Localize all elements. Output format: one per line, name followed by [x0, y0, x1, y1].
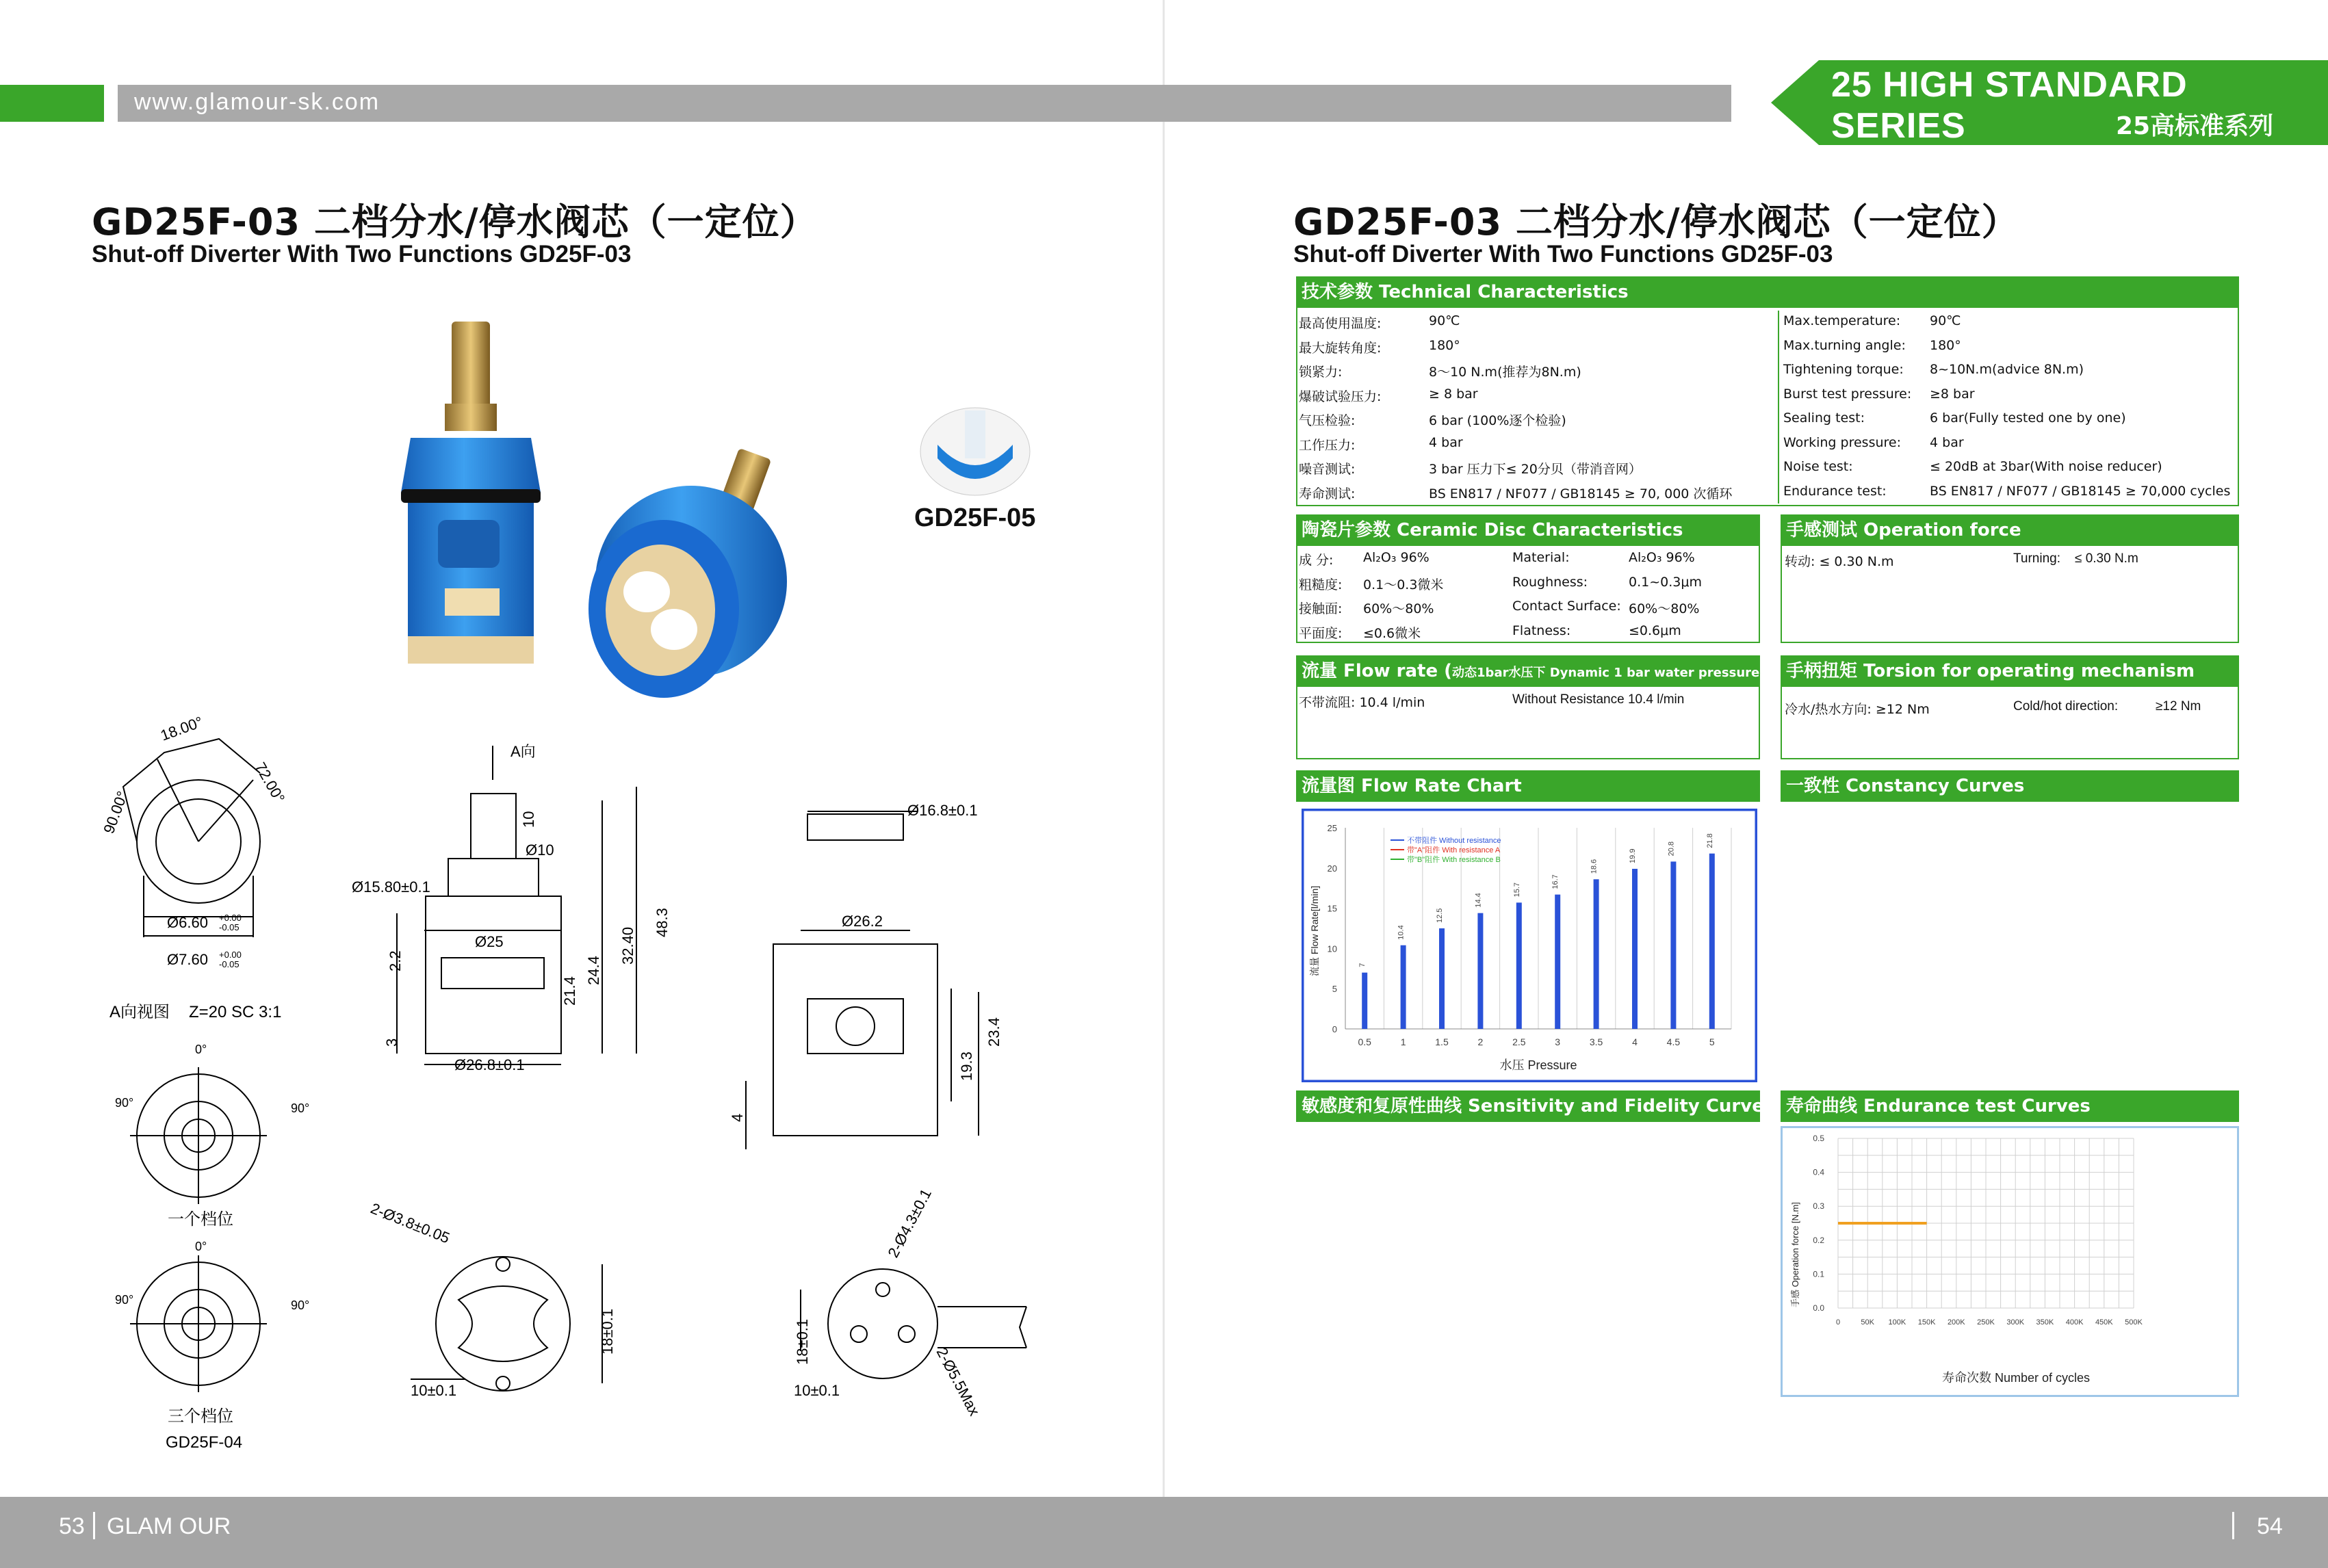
- a-direction-label: A向: [510, 743, 536, 760]
- endurance-xtick-label: 0: [1835, 1318, 1841, 1327]
- left-page-subtitle: Shut-off Diverter With Two Functions GD25F-03: [92, 241, 632, 267]
- flow-legend-label: 带"A"阻件 With resistance A: [1407, 846, 1501, 854]
- tech-cn-row-label: 气压检验:: [1299, 413, 1356, 428]
- endurance-xtick-label: 300K: [2006, 1318, 2025, 1327]
- torsion-header: 手柄扭矩 Torsion for operating mechanism: [1781, 655, 2239, 687]
- technical-drawings: [96, 711, 1054, 1464]
- tech-en-row-label: Noise test:: [1783, 459, 1853, 474]
- operation-force-en-label: Turning:: [2013, 551, 2060, 566]
- flow-bar-data-label: 10.4: [1397, 925, 1406, 940]
- tech-cn-row-value: 8～10 N.m(推荐为8N.m): [1429, 365, 1581, 380]
- dim-dia-760-tol-plus: +0.00: [219, 950, 242, 960]
- flow-rate-en: Without Resistance 10.4 l/min: [1512, 692, 1685, 707]
- footer-brand: GLAM OUR: [107, 1513, 231, 1539]
- flow-xtick-label: 3: [1555, 1036, 1561, 1047]
- one-pos-deg90-right: 90°: [291, 1101, 310, 1115]
- torsion-box: [1781, 687, 2239, 759]
- dim-dia-660-tol-plus: +0.00: [219, 913, 242, 923]
- ceramic-cn-row-value: 0.1～0.3微米: [1363, 577, 1444, 592]
- flow-xtick-label: 2: [1477, 1036, 1484, 1047]
- variant-label: GD25F-05: [914, 504, 1036, 532]
- tech-cn-row-label: 工作压力:: [1299, 437, 1356, 453]
- tech-en-row-value: 90℃: [1930, 313, 1961, 328]
- flow-rate-header: [1296, 655, 1766, 687]
- flow-bar: [1594, 879, 1599, 1029]
- tech-cn-row-value: 90℃: [1429, 313, 1460, 328]
- sensitivity-header: 敏感度和复原性曲线 Sensitivity and Fidelity Curves: [1296, 1090, 1760, 1122]
- endurance-xtick-label: 500K: [2125, 1318, 2143, 1327]
- ceramic-en-row-value: ≤0.6μm: [1629, 623, 1681, 638]
- left-page-number: 53: [59, 1513, 85, 1539]
- tech-en-row-value: 8~10N.m(advice 8N.m): [1930, 362, 2084, 377]
- gd25f04-label: GD25F-04: [166, 1433, 243, 1452]
- dim-h483: 48.3: [654, 908, 671, 937]
- flow-xtick-label: 3.5: [1589, 1036, 1603, 1047]
- flow-ytick-label: 0: [1332, 1024, 1337, 1034]
- tech-en-row-value: 6 bar(Fully tested one by one): [1930, 410, 2126, 426]
- dim-w10b: 10±0.1: [794, 1382, 840, 1399]
- ceramic-en-row-value: Al₂O₃ 96%: [1629, 550, 1695, 565]
- operation-force-en-value: ≤ 0.30 N.m: [2075, 551, 2138, 566]
- endurance-ytick-label: 0.0: [1813, 1303, 1824, 1313]
- three-pos-deg90-left: 90°: [115, 1293, 134, 1307]
- flow-legend-label: 带"B"阻件 With resistance B: [1407, 856, 1501, 864]
- flow-ytick-label: 5: [1332, 984, 1337, 995]
- dim-dia-760-tol-minus: -0.05: [219, 959, 240, 969]
- endurance-chart: [1781, 1126, 2239, 1397]
- dim-d43: 2-Ø4.3±0.1: [884, 1186, 935, 1261]
- tech-en-row-label: Max.turning angle:: [1783, 337, 1906, 353]
- ceramic-en-row-label: Flatness:: [1512, 623, 1571, 638]
- tech-en-row-label: Sealing test:: [1783, 410, 1865, 426]
- dim-h18: 18±0.1: [599, 1308, 616, 1355]
- flow-bar: [1401, 945, 1406, 1029]
- dim-h193: 19.3: [958, 1051, 975, 1081]
- flow-x-axis-label: 水压 Pressure: [1499, 1058, 1577, 1072]
- flow-xtick-label: 1.5: [1435, 1036, 1449, 1047]
- dim-h244: 24.4: [585, 956, 602, 985]
- flow-bar-data-label: 15.7: [1512, 882, 1521, 898]
- ceramic-cn-row-value: Al₂O₃ 96%: [1363, 550, 1430, 565]
- flow-bar-data-label: 18.6: [1590, 859, 1599, 874]
- tech-cn-row-value: 3 bar 压力下≤ 20分贝（带消音网）: [1429, 462, 1642, 477]
- ceramic-en-row-label: Contact Surface:: [1512, 599, 1621, 614]
- three-position-label: 三个档位: [168, 1407, 233, 1426]
- endurance-y-axis-label: 手感 Operation force [N.m]: [1790, 1202, 1800, 1307]
- endurance-ytick-label: 0.4: [1813, 1167, 1824, 1177]
- dim-d262: Ø26.2: [842, 913, 883, 930]
- dim-h10: 10: [520, 811, 537, 828]
- cartridge-product-photo: [370, 315, 849, 698]
- one-position-label: 一个档位: [168, 1210, 233, 1229]
- flow-xtick-label: 4: [1632, 1036, 1638, 1047]
- endurance-xtick-label: 100K: [1888, 1318, 1906, 1327]
- dim-angle-90: 90.00°: [100, 789, 131, 836]
- flow-bar-data-label: 14.4: [1474, 893, 1483, 908]
- website-url[interactable]: www.glamour-sk.com: [134, 89, 380, 115]
- tech-en-row-value: 4 bar: [1930, 434, 1964, 450]
- flow-xtick-label: 2.5: [1512, 1036, 1526, 1047]
- tech-cn-row-value: ≥ 8 bar: [1429, 386, 1478, 402]
- endurance-xtick-label: 400K: [2065, 1318, 2084, 1327]
- flow-xtick-label: 5: [1709, 1036, 1715, 1047]
- endurance-chart-frame: [1781, 1127, 2238, 1396]
- tech-en-row-label: Endurance test:: [1783, 483, 1887, 499]
- flow-bar-data-label: 21.8: [1705, 833, 1714, 848]
- flow-xtick-label: 1: [1400, 1036, 1406, 1047]
- dim-d55: 2-Ø5.5Max: [933, 1344, 983, 1419]
- flow-chart-header: 流量图 Flow Rate Chart: [1296, 770, 1760, 802]
- left-page-title: GD25F-03 二档分水/停水阀芯（一定位）: [92, 200, 818, 244]
- dim-h3240: 32.40: [619, 926, 636, 965]
- dim-d168: Ø16.8±0.1: [907, 802, 978, 819]
- constancy-header: 一致性 Constancy Curves: [1781, 770, 2239, 802]
- flow-bar: [1362, 973, 1367, 1029]
- dim-w10a: 10±0.1: [411, 1382, 457, 1399]
- ceramic-en-row-label: Material:: [1512, 550, 1570, 565]
- flow-bar: [1670, 861, 1676, 1029]
- tech-cn-row-label: 最大旋转角度:: [1299, 340, 1382, 356]
- tech-en-row-label: Burst test pressure:: [1783, 386, 1912, 402]
- endurance-x-axis-label: 寿命次数 Number of cycles: [1941, 1371, 2091, 1385]
- right-page-number: 54: [2257, 1513, 2283, 1539]
- flow-ytick-label: 10: [1327, 943, 1337, 954]
- tech-cn-row-label: 锁紧力:: [1299, 365, 1343, 380]
- dim-h4: 4: [729, 1113, 746, 1122]
- dim-d38: 2-Ø3.8±0.05: [368, 1199, 452, 1247]
- torsion-en-label: Cold/hot direction:: [2013, 699, 2119, 714]
- endurance-xtick-label: 150K: [1917, 1318, 1936, 1327]
- endurance-ytick-label: 0.5: [1813, 1134, 1824, 1143]
- dim-angle-18: 18.00°: [158, 713, 205, 744]
- three-pos-deg90-right: 90°: [291, 1298, 310, 1312]
- flow-bar: [1516, 902, 1522, 1029]
- right-page-subtitle: Shut-off Diverter With Two Functions GD25F-03: [1293, 241, 1833, 267]
- flow-bar-data-label: 20.8: [1667, 841, 1676, 857]
- a-view-label: A向视图: [109, 1003, 170, 1021]
- tech-en-row-value: ≥8 bar: [1930, 386, 1975, 402]
- torsion-cn: 冷水/热水方向: ≥12 Nm: [1785, 702, 1930, 717]
- operation-force-cn: 转动: ≤ 0.30 N.m: [1785, 554, 1894, 569]
- three-pos-deg0: 0°: [195, 1240, 207, 1253]
- one-pos-deg90-left: 90°: [115, 1096, 134, 1110]
- spline-view-drawing: [123, 739, 260, 937]
- flow-xtick-label: 4.5: [1666, 1036, 1681, 1047]
- right-page-title: GD25F-03 二档分水/停水阀芯（一定位）: [1293, 200, 2019, 244]
- ceramic-cn-row-label: 成 分:: [1299, 553, 1334, 568]
- footer-separator-right: [2232, 1512, 2234, 1539]
- flow-rate-chart: [1302, 809, 1757, 1082]
- flow-rate-cn: 不带流阻: 10.4 l/min: [1299, 695, 1425, 710]
- footer-bar: [0, 1497, 2328, 1568]
- endurance-header: 寿命曲线 Endurance test Curves: [1781, 1090, 2239, 1122]
- endurance-ytick-label: 0.3: [1813, 1201, 1824, 1212]
- dim-d268: Ø26.8±0.1: [454, 1056, 525, 1073]
- dim-dia-760: Ø7.60: [167, 951, 208, 968]
- ceramic-cn-row-label: 粗糙度:: [1299, 577, 1343, 592]
- dim-angle-72: 72.00°: [251, 759, 289, 806]
- tech-cn-row-value: 4 bar: [1429, 434, 1463, 450]
- tech-en-row-label: Tightening torque:: [1783, 362, 1904, 377]
- tech-en-row-label: Working pressure:: [1783, 434, 1902, 450]
- dim-h214: 21.4: [561, 976, 578, 1006]
- variant-gd25f05-photo: [917, 404, 1033, 499]
- dim-d25: Ø25: [475, 933, 504, 950]
- dim-h18b: 18±0.1: [794, 1318, 811, 1365]
- dim-h22: 2.2: [387, 950, 404, 971]
- dim-d10: Ø10: [526, 841, 554, 859]
- section-view-drawing: [746, 811, 979, 1149]
- spread-divider: [1163, 0, 1165, 1568]
- endurance-xtick-label: 250K: [1977, 1318, 1995, 1327]
- dim-h3: 3: [383, 1038, 400, 1047]
- ceramic-en-row-label: Roughness:: [1512, 574, 1588, 590]
- footer-separator-left: [93, 1512, 95, 1539]
- endurance-ytick-label: 0.1: [1813, 1269, 1824, 1279]
- ceramic-cn-row-value: 60%～80%: [1363, 601, 1434, 616]
- dim-d1580: Ø15.80±0.1: [352, 878, 430, 896]
- flow-ytick-label: 15: [1327, 903, 1337, 914]
- flow-rate-header-small: 动态1bar水压下 Dynamic 1 bar water pressure): [1452, 666, 1766, 680]
- flow-ytick-label: 25: [1327, 823, 1337, 833]
- series-title-en: 25 HIGH STANDARD SERIES: [1831, 65, 2188, 146]
- endurance-ytick-label: 0.2: [1813, 1235, 1824, 1245]
- tech-divider: [1778, 311, 1779, 504]
- dim-dia-660: Ø6.60: [167, 914, 208, 931]
- tech-en-row-value: BS EN817 / NF077 / GB18145 ≥ 70,000 cycles: [1930, 483, 2231, 499]
- flow-bar: [1477, 913, 1483, 1029]
- flow-ytick-label: 20: [1327, 863, 1337, 874]
- flow-bar-data-label: 19.9: [1629, 848, 1637, 863]
- bottom-view-drawing: [411, 1257, 602, 1391]
- tech-cn-row-label: 爆破试验压力:: [1299, 389, 1382, 404]
- header-green-tab: [0, 85, 104, 122]
- tech-en-row-value: ≤ 20dB at 3bar(With noise reducer): [1930, 459, 2162, 474]
- dim-dia-660-tol-minus: -0.05: [219, 922, 240, 932]
- one-position-diagram: [130, 1067, 267, 1204]
- series-title-cn: 25高标准系列: [2116, 112, 2274, 140]
- flow-legend-label: 不带阻件 Without resistance: [1407, 837, 1501, 845]
- tech-cn-row-value: BS EN817 / NF077 / GB18145 ≥ 70, 000 次循环: [1429, 486, 1733, 501]
- flow-bar: [1555, 895, 1560, 1029]
- tech-cn-row-value: 180°: [1429, 337, 1460, 353]
- flow-xtick-label: 0.5: [1358, 1036, 1371, 1047]
- tech-en-row-value: 180°: [1930, 337, 1961, 353]
- ceramic-cn-row-value: ≤0.6微米: [1363, 625, 1421, 641]
- endurance-xtick-label: 200K: [1947, 1318, 1965, 1327]
- ceramic-en-row-value: 0.1~0.3μm: [1629, 574, 1702, 590]
- flow-bar: [1709, 854, 1715, 1029]
- tech-en-row-label: Max.temperature:: [1783, 313, 1901, 328]
- ceramic-header: 陶瓷片参数 Ceramic Disc Characteristics: [1296, 514, 1760, 546]
- ceramic-en-row-value: 60%～80%: [1629, 601, 1700, 616]
- tech-characteristics-header: 技术参数 Technical Characteristics: [1296, 276, 2239, 308]
- endurance-xtick-label: 450K: [2095, 1318, 2113, 1327]
- a-view-spec: Z=20 SC 3:1: [189, 1003, 282, 1021]
- flow-rate-header-main: 流量 Flow rate (: [1302, 661, 1453, 681]
- flow-bar: [1439, 928, 1445, 1029]
- ceramic-cn-row-label: 平面度:: [1299, 625, 1343, 641]
- endurance-xtick-label: 350K: [2036, 1318, 2054, 1327]
- flow-bar: [1632, 869, 1638, 1029]
- endurance-xtick-label: 50K: [1861, 1318, 1874, 1327]
- side-elevation-drawing: [397, 746, 636, 1064]
- dim-h234: 23.4: [985, 1017, 1003, 1047]
- flow-y-axis-label: 流量 Flow Rate[l/min]: [1309, 885, 1320, 976]
- flow-bar-data-label: 7: [1358, 963, 1367, 967]
- three-position-diagram: [130, 1255, 267, 1392]
- one-pos-deg0: 0°: [195, 1043, 207, 1056]
- hole-view-drawing: [801, 1269, 1026, 1378]
- flow-bar-data-label: 12.5: [1436, 908, 1444, 923]
- tech-cn-row-label: 噪音测试:: [1299, 462, 1356, 477]
- tech-cn-row-label: 寿命测试:: [1299, 486, 1356, 501]
- ceramic-cn-row-label: 接触面:: [1299, 601, 1343, 616]
- operation-force-header: 手感测试 Operation force: [1781, 514, 2239, 546]
- torsion-en-value: ≥12 Nm: [2156, 699, 2201, 714]
- tech-cn-row-label: 最高使用温度:: [1299, 316, 1382, 331]
- tech-cn-row-value: 6 bar (100%逐个检验): [1429, 413, 1566, 428]
- flow-bar-data-label: 16.7: [1551, 874, 1560, 889]
